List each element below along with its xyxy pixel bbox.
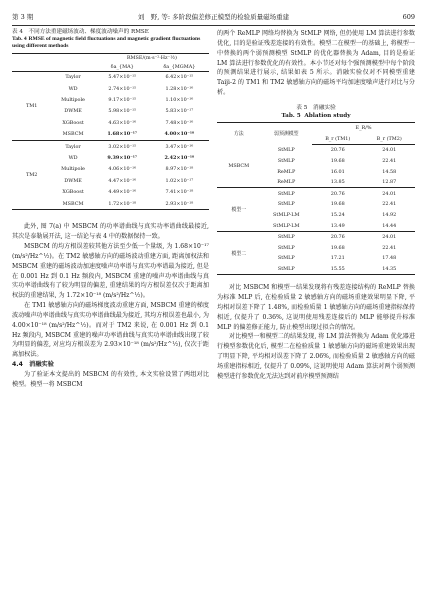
cell-tm1: 17.21	[330, 255, 345, 262]
cell-a: 4.49×10⁻¹⁶	[108, 189, 137, 196]
table4-caption-en	[12, 36, 209, 50]
cell-b: 5.83×10⁻¹⁷	[165, 108, 194, 115]
table5-title-en: Ablation study	[304, 112, 351, 119]
cell-a: 2.74×10⁻¹⁵	[108, 85, 137, 92]
cell-b: 4.00×10⁻¹⁸	[164, 131, 195, 138]
cell-method: MSBCM	[62, 200, 84, 207]
cell-b: 1.10×10⁻¹⁶	[165, 97, 194, 104]
table5-col-tm1: B_r (TM1)	[312, 134, 363, 145]
cell-method: WD	[68, 155, 78, 162]
cell-weak: StMLP-LM	[273, 222, 300, 229]
table5-body	[217, 145, 415, 275]
header-rule	[12, 25, 415, 26]
group-label: 模型二	[217, 231, 261, 274]
running-header	[12, 11, 415, 23]
running-title: 刘 野, 等: 多阶段偏差修正模型的检验质量磁场重建	[137, 13, 290, 21]
cell-b: 1.02×10⁻¹⁷	[165, 177, 194, 184]
cell-tm1: 13.85	[330, 179, 345, 186]
cell-method: DWME	[64, 108, 82, 115]
cell-method: Multipole	[61, 97, 85, 104]
group-label: 模型一	[217, 188, 261, 231]
cell-tm2: 14.44	[382, 222, 397, 229]
cell-a: 9.39×10⁻¹⁷	[107, 155, 138, 162]
cell-method: Multipole	[61, 166, 85, 173]
cell-a: 4.47×10⁻¹⁶	[108, 177, 137, 184]
cell-weak: StMLP-LM	[273, 211, 300, 218]
cell-weak: StMLP	[277, 244, 295, 251]
cell-a: 5.47×10⁻¹⁵	[108, 74, 137, 81]
cell-tm1: 15.55	[330, 265, 345, 272]
cell-b: 6.42×10⁻¹⁵	[165, 74, 194, 81]
cell-b: 1.28×10⁻¹⁶	[165, 85, 194, 92]
table4-col-a: δa_{MA}	[95, 63, 150, 72]
issue-number: 第 3 期	[12, 13, 34, 21]
left-body-text	[12, 222, 209, 389]
cell-method: MSBCM	[62, 131, 84, 138]
cell-a: 1.68×10⁻¹⁷	[107, 131, 138, 138]
section-heading: 4.4 消融实验	[12, 361, 54, 369]
cell-tm2: 17.48	[382, 255, 397, 262]
table4-col-b: δa_{MGMA}	[150, 63, 209, 72]
cell-a: 9.17×10⁻¹⁵	[108, 97, 137, 104]
cell-a: 4.06×10⁻¹⁶	[108, 166, 137, 173]
cell-tm2: 14.92	[382, 211, 397, 218]
paragraph: 在 TM1 敏感轴方向的磁场梯度波动重建方面, MSBCM 重建的梯度波动噪声功率谱曲线与真实功率谱曲线最为接近, 其均方根误差也最小, 为 4.00×10⁻¹⁸ (m/s²/Hz^½)。而对于 TM2 来说, 在 0.001 Hz 到 0.1 Hz 频段内, MSBCM 重建的噪声功率谱曲线与真实功率谱曲线出现了较为明显的偏差, 对应均方根误差为 2.93×10⁻¹⁸ (m/s²/Hz^½), 仅次于距离加权法。	[12, 302, 209, 359]
cell-b: 7.41×10⁻¹⁸	[165, 189, 194, 196]
table-row	[12, 140, 209, 152]
cell-tm2: 22.41	[382, 157, 397, 164]
table4-title-en: RMSE of magnetic field fluctuations and magnetic gradient fluctuations using different methods	[12, 36, 201, 50]
cell-a: 5.98×10⁻¹⁵	[108, 108, 137, 115]
cell-b: 8.97×10⁻¹⁸	[165, 166, 194, 173]
table4-unit-header: RMSE/(m·s⁻²·Hz⁻½)	[126, 55, 177, 62]
cell-tm1: 20.76	[312, 231, 363, 242]
left-column	[12, 29, 209, 390]
cell-tm1: 19.68	[330, 201, 345, 208]
cell-a: 1.72×10⁻¹⁸	[108, 200, 137, 207]
cell-tm1: 13.49	[330, 222, 345, 229]
paragraph: 为了验证本文提出的 MSBCM 的有效性, 本文实验设置了两组对比模型。模型一将 MSBCM	[12, 370, 209, 388]
paragraph: 的两个 ReMLP 网络均替换为 StMLP 网络, 但仍使用 LM 算法进行参数优化, 目的是验证残差连接的有效性。模型二在模型一的基础上, 将模型一中替换的两个弱预测模型 StMLP 的优化器替换为 Adam, 目的是验证 LM 算法进行参数优化的有效性。本小节还对每个强预测模型中每个阶段的预测结果进行展示, 结果如表 5 所示。消融实验仅对不同模型重建 Taiji-2 的 TM1 和 TM2 敏感轴方向的磁场平均加速度噪声进行对比与分析。	[217, 30, 415, 97]
right-body-text-top	[217, 29, 415, 98]
table5-col-tm2: B_r (TM2)	[364, 134, 416, 145]
table5-caption-en	[217, 112, 415, 120]
paragraph: 对比 MSBCM 和模型一结果发现将有残差连接结构的 ReMLP 替换为标准 MLP 后, 在检验质量 2 敏感轴方向的磁场重建效果明显下降, 平均相对误差下降了 1.48%, 而检验质量 1 敏感轴方向的磁场重建指标保持相近, 仅提升了 0.36%, 这说明使用残差连接后的 MLP 能够提升标准 MLP 的偏差修正能力, 防止模型出现过拟合的情况。	[217, 284, 415, 331]
group-label: TM2	[12, 140, 51, 209]
cell-tm1: 19.68	[330, 244, 345, 251]
cell-weak: StMLP	[277, 265, 295, 272]
cell-tm2: 24.01	[382, 147, 397, 154]
paragraph: 对比模型一和模型二的结果发现, 将 LM 算法替换为 Adam 优化器进行模型参数优化后, 模型二在检验质量 1 敏感轴方向的磁场重建效果出现了明显下降, 平均相对误差下降了 2.06%, 而检验质量 2 敏感轴方向的磁场重建指标相近, 仅提升了 0.09%, 这说明使用 Adam 算法对两个弱预测模型进行参数优化无法达到对前序模型预测结	[217, 333, 415, 380]
cell-tm2: 12.87	[382, 179, 397, 186]
table5-col-weak: 弱预测模型	[274, 131, 299, 138]
table4-caption-cn: 表 4 不同方法重建磁场波动、梯度波动噪声的 RMSE	[12, 29, 149, 35]
cell-tm1: 15.24	[330, 211, 345, 218]
paragraph: MSBCM 的均方根误差较其他方法至少低一个量级, 为 1.68×10⁻¹⁷ (m/s²/Hz^½)。在 TM2 敏感轴方向的磁场波动重建方面, 距离加权法和 MSBCM 重建的磁场波动加速度噪声功率谱与真实功率谱最为接近, 但是在 0.001 Hz 到 0.1 Hz 频段内, MSBCM 重建的噪声功率谱曲线与真实功率谱曲线有了较为明显的偏差, 重建结果的均方根误差仅次于距离加权法的重建结果, 为 1.72×10⁻¹⁸ (m/s²/Hz^½)。	[12, 242, 209, 300]
cell-tm2: 22.41	[382, 201, 397, 208]
cell-tm1: 19.68	[330, 157, 345, 164]
cell-a: 4.63×10⁻¹⁶	[108, 119, 137, 126]
table4-label-en: Tab. 4	[12, 36, 27, 43]
cell-tm2: 24.01	[364, 188, 416, 199]
cell-method: XGBoost	[62, 189, 84, 196]
page-number: 609	[402, 13, 415, 21]
table-row	[217, 188, 415, 199]
cell-tm1: 20.76	[312, 188, 363, 199]
cell-weak: StMLP	[261, 188, 312, 199]
cell-weak: ReMLP	[277, 168, 296, 175]
group-label: MSBCM	[228, 163, 250, 170]
cell-weak: StMLP	[277, 201, 295, 208]
paragraph: 此外, 图 7(a) 中 MSBCM 的功率谱曲线与真实功率谱曲线最接近, 其次是泰勒展开法, 这一结论与表 4 中的数据保持一致。	[12, 223, 209, 241]
cell-b: 3.47×10⁻¹⁶	[150, 140, 209, 152]
group-label: TM1	[26, 102, 38, 109]
cell-tm2: 14.58	[382, 168, 397, 175]
right-column	[217, 29, 415, 382]
cell-weak: ReMLP	[277, 179, 296, 186]
cell-tm2: 24.01	[364, 231, 416, 242]
cell-weak: StMLP	[277, 157, 295, 164]
table5-unit-header: E_R/%	[355, 125, 372, 132]
table4-body	[12, 71, 209, 210]
table5-caption	[217, 104, 415, 120]
table5	[217, 122, 415, 275]
table-row	[217, 231, 415, 242]
table5-label-en: Tab. 5	[281, 112, 301, 119]
cell-b: 2.42×10⁻¹⁸	[164, 155, 195, 162]
right-body-text-bottom	[217, 283, 415, 381]
cell-method: WD	[68, 85, 78, 92]
table4-caption	[12, 29, 209, 51]
cell-method: DWME	[64, 177, 82, 184]
cell-method: Taylor	[51, 140, 94, 152]
table-row	[217, 145, 415, 156]
cell-b: 2.93×10⁻¹⁸	[165, 200, 194, 207]
cell-weak: StMLP	[277, 147, 295, 154]
cell-tm2: 14.35	[382, 265, 397, 272]
cell-method: XGBoost	[62, 119, 84, 126]
cell-tm2: 22.41	[382, 244, 397, 251]
cell-tm1: 20.76	[330, 147, 345, 154]
table-row	[12, 71, 209, 83]
cell-weak: StMLP	[277, 255, 295, 262]
cell-tm1: 16.01	[330, 168, 345, 175]
cell-b: 7.48×10⁻¹⁶	[165, 119, 194, 126]
cell-weak: StMLP	[261, 231, 312, 242]
cell-a: 3.02×10⁻¹⁵	[95, 140, 150, 152]
table4	[12, 53, 209, 211]
table5-caption-cn: 表 5 消融实验	[296, 104, 336, 111]
table5-col-method: 方法	[233, 131, 244, 138]
cell-method: Taylor	[65, 74, 81, 81]
